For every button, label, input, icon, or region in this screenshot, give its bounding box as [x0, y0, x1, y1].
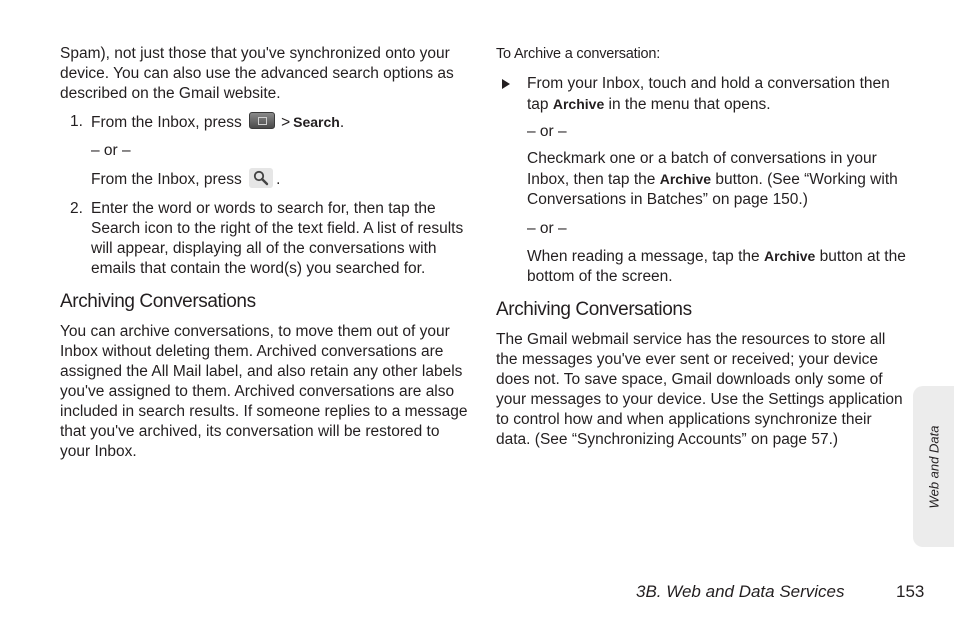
or-separator: – or –	[527, 220, 567, 237]
bullet-text: From your Inbox, touch and hold a conversation then tap	[527, 75, 890, 113]
section-heading: Archiving Conversations	[496, 299, 692, 320]
bullet-item	[496, 74, 906, 115]
archive-ui-label: Archive	[552, 96, 605, 112]
or-separator: – or –	[527, 123, 567, 140]
step-1	[60, 112, 470, 133]
alt-text: button at the bottom of the screen.	[527, 248, 906, 285]
step-number: 1.	[70, 113, 83, 130]
side-tab-label: Web and Data	[926, 425, 941, 508]
step-text: From the Inbox, press	[91, 114, 242, 131]
menu-key-icon	[249, 112, 275, 129]
step-text: Enter the word or words to search for, then tap the Search icon to the right of the text field. A list of results will appear, displaying all of the conversations with emails that contain the word(s) you searched for.	[91, 200, 464, 277]
procedure-subhead: To Archive a conversation:	[496, 46, 661, 62]
footer-section-title: 3B. Web and Data Services	[636, 582, 845, 601]
punctuation: .	[339, 114, 345, 131]
step-2	[60, 199, 470, 279]
gt-symbol: >	[281, 114, 291, 131]
alternative-step	[91, 168, 470, 190]
body-paragraph: You can archive conversations, to move them out of your Inbox without deleting them. Archived conversations are assigned the All Mail label, and also retain any other labels you've assigned to them. Archived conversations are also included in search results. If someone replies to a message that you've archived, its conversation will be restored to your Inbox.	[60, 323, 468, 460]
archive-ui-label: Archive	[659, 171, 712, 187]
section-heading: Archiving Conversations	[60, 291, 256, 312]
body-paragraph: The Gmail webmail service has the resources to store all the messages you've ever sent or received; your device does not. To save space, Gmail downloads only some of your messages to your device. Use the Settings application to control how and when applications synchronize their data. (See “Synchronizing Accounts” on page 57.)	[496, 331, 903, 448]
intro-paragraph: Spam), not just those that you've synchronized onto your device. You can also use the advanced search options as described on the Gmail website.	[60, 45, 454, 102]
archive-ui-label: Archive	[763, 248, 816, 264]
search-key-icon	[249, 168, 273, 188]
alternative-step	[527, 149, 906, 210]
footer-page-number: 153	[896, 582, 925, 601]
or-separator: – or –	[91, 142, 131, 159]
bullet-triangle-icon	[502, 79, 510, 89]
alt-text: button. (See “Working with Conversations in Batches” on page 150.)	[527, 171, 898, 208]
alt-text: Checkmark one or a batch of conversations in your Inbox, then tap the	[527, 150, 877, 188]
step-number: 2.	[70, 200, 83, 217]
bullet-text: in the menu that opens.	[608, 96, 771, 113]
punctuation: .	[276, 171, 281, 188]
search-ui-label: Search	[293, 114, 340, 130]
alternative-step	[527, 246, 906, 287]
alt-text: From the Inbox, press	[91, 171, 242, 188]
alt-text: When reading a message, tap the	[527, 248, 760, 265]
left-column	[60, 44, 470, 462]
chapter-side-tab	[913, 386, 954, 547]
right-column	[496, 44, 906, 450]
